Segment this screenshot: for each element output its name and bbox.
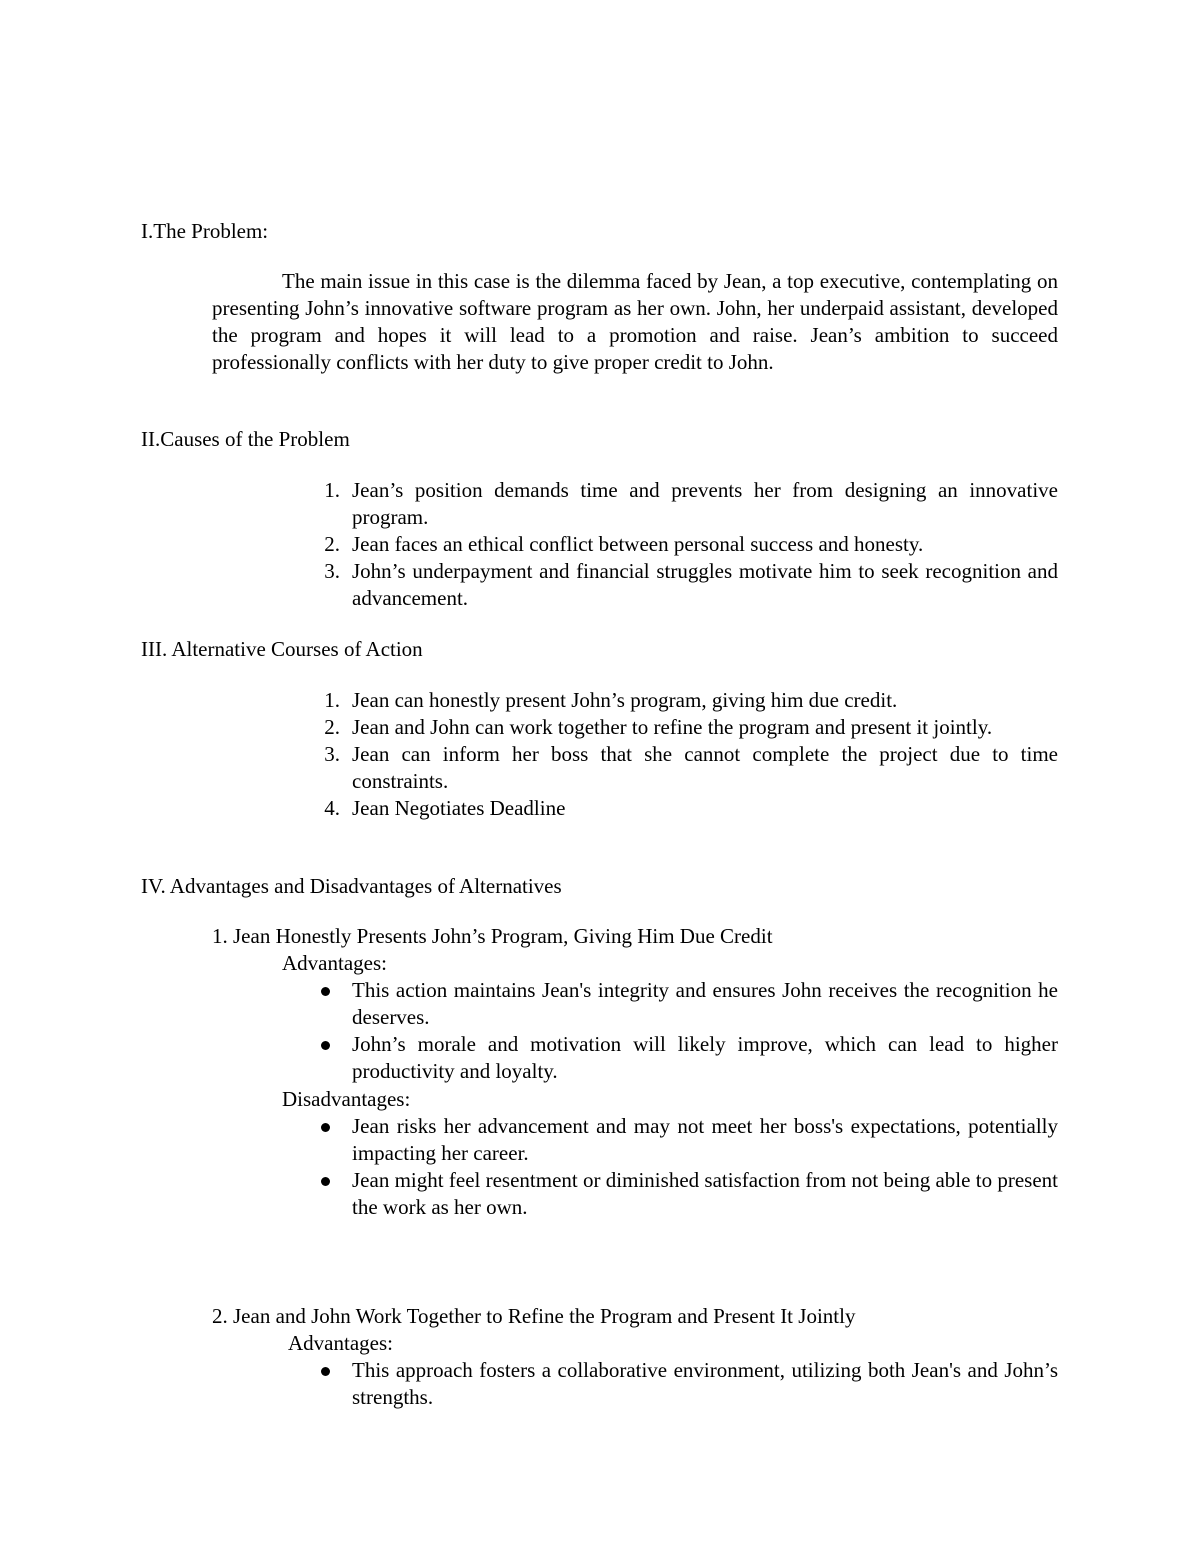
list-number: 3. [324, 559, 340, 583]
section-heading-problem: I.The Problem: [141, 219, 269, 243]
list-item [310, 714, 1058, 741]
list-item [310, 795, 1058, 822]
section-heading-causes: II.Causes of the Problem [141, 427, 350, 451]
list-item [310, 741, 1058, 795]
bullet-icon [321, 1177, 330, 1186]
bullet-icon [321, 1123, 330, 1132]
alt1-disadvantages-list [310, 1113, 1058, 1221]
alternative-1-title: 1. Jean Honestly Presents John’s Program, Giving Him Due Credit [212, 924, 773, 948]
list-item-text: Jean and John can work together to refine the program and present it jointly. [352, 715, 993, 739]
bullet-icon [321, 1041, 330, 1050]
list-item [310, 1357, 1058, 1411]
list-number: 2. [324, 715, 340, 739]
list-item-text: Jean can honestly present John’s program, giving him due credit. [352, 688, 898, 712]
list-item-text: This action maintains Jean's integrity and ensures John receives the recognition he deserves. [352, 978, 1058, 1029]
list-item [310, 1031, 1058, 1085]
alt2-advantages-list [310, 1357, 1058, 1411]
list-item-text: Jean faces an ethical conflict between personal success and honesty. [352, 532, 924, 556]
alternative-2-title: 2. Jean and John Work Together to Refine the Program and Present It Jointly [212, 1304, 856, 1328]
list-item [310, 977, 1058, 1031]
list-item-text: This approach fosters a collaborative environment, utilizing both Jean's and John’s strengths. [352, 1358, 1058, 1409]
list-item [310, 477, 1058, 531]
list-item [310, 558, 1058, 612]
list-number: 1. [324, 688, 340, 712]
causes-list [310, 477, 1058, 612]
bullet-icon [321, 987, 330, 996]
list-item-text: Jean risks her advancement and may not meet her boss's expectations, potentially impacting her career. [352, 1114, 1058, 1165]
disadvantages-label: Disadvantages: [282, 1087, 411, 1111]
bullet-icon [321, 1367, 330, 1376]
list-number: 4. [324, 796, 340, 820]
list-number: 1. [324, 478, 340, 502]
section-heading-alternatives: III. Alternative Courses of Action [141, 637, 423, 661]
list-item [310, 531, 1058, 558]
list-item [310, 1113, 1058, 1167]
list-item [310, 687, 1058, 714]
list-item-text: Jean’s position demands time and prevents her from designing an innovative program. [352, 478, 1058, 529]
list-item [310, 1167, 1058, 1221]
list-item-text: Jean can inform her boss that she cannot complete the project due to time constraints. [352, 742, 1058, 793]
problem-paragraph: The main issue in this case is the dilemma faced by Jean, a top executive, contemplating on presenting John’s innovative software program as her own. John, her underpaid assistant, developed the program and hopes it will lead to a promotion and raise. Jean’s ambition to succeed professionally conflicts with her duty to give proper credit to John. [212, 269, 1058, 374]
list-item-text: John’s underpayment and financial struggles motivate him to seek recognition and advancement. [352, 559, 1058, 610]
list-number: 2. [324, 532, 340, 556]
list-number: 3. [324, 742, 340, 766]
advantages-label: Advantages: [288, 1331, 393, 1355]
alternatives-list [310, 687, 1058, 822]
list-item-text: Jean Negotiates Deadline [352, 796, 566, 820]
section-heading-advantages-disadvantages: IV. Advantages and Disadvantages of Alternatives [141, 874, 562, 898]
list-item-text: John’s morale and motivation will likely improve, which can lead to higher productivity and loyalty. [352, 1032, 1058, 1083]
alt1-advantages-list [310, 977, 1058, 1085]
list-item-text: Jean might feel resentment or diminished satisfaction from not being able to present the work as her own. [352, 1168, 1058, 1219]
advantages-label: Advantages: [282, 951, 387, 975]
